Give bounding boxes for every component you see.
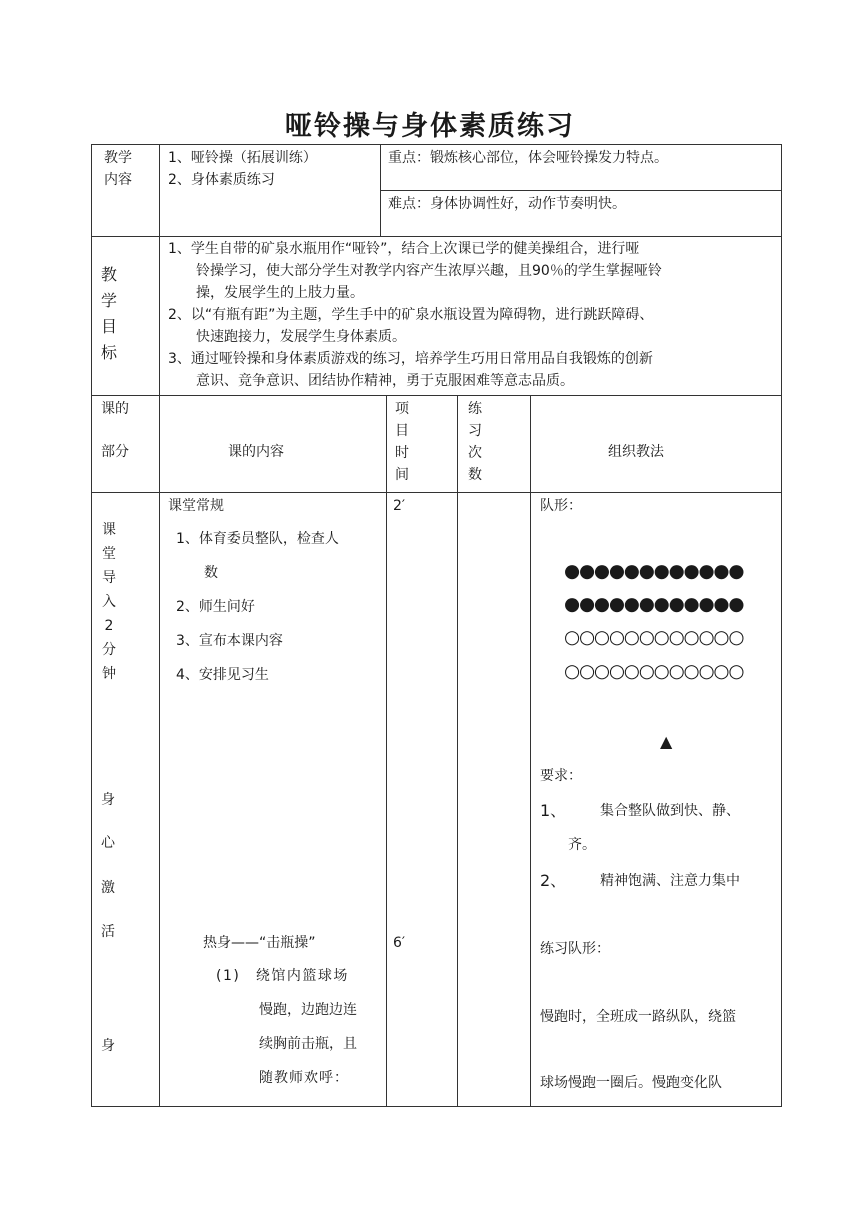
requirement-1-text: 集合整队做到快、静、 — [600, 803, 740, 819]
difficulty: 难点：身体协调性好，动作节奏明快。 — [388, 196, 626, 212]
requirements-label: 要求： — [540, 768, 582, 784]
routine-item-3: 3、宣布本课内容 — [176, 633, 283, 649]
header-content: 课的内容 — [228, 444, 284, 460]
warmup-step-1-line4: 随教师欢呼： — [259, 1070, 349, 1086]
header-method: 组织教法 — [608, 444, 664, 460]
teacher-triangle-icon: ▲ — [660, 732, 673, 751]
goal-line-2: 铃操学习，使大部分学生对教学内容产生浓厚兴趣，且90％的学生掌握哑铃 — [196, 263, 662, 279]
warmup-label-1: 身 — [101, 792, 115, 808]
warmup-step-1-line1: (1) 绕馆内篮球场 — [216, 968, 349, 984]
key-point: 重点：锻炼核心部位，体会哑铃操发力特点。 — [388, 150, 668, 166]
formation-row-hollow-1: ○○○○○○○○○○○○ — [564, 627, 744, 648]
requirement-2-text: 精神饱满、注意力集中 — [600, 873, 740, 889]
practice-formation-label: 练习队形： — [540, 941, 610, 957]
content-item-2: 2、身体素质练习 — [168, 172, 275, 188]
header-part-line1: 课的 — [101, 401, 129, 417]
routine-item-1: 1、体育委员整队，检查人 — [176, 531, 339, 547]
goal-line-1: 1、学生自带的矿泉水瓶用作“哑铃”，结合上次课已学的健美操组合，进行哑 — [168, 241, 640, 257]
formation-row-filled-2: ●●●●●●●●●●●● — [564, 594, 744, 615]
warmup-title: 热身——“击瓶操” — [203, 935, 316, 951]
header-count: 练 习 次 数 — [468, 401, 482, 483]
formation-label: 队形： — [540, 498, 582, 514]
warmup-step-1-line3: 续胸前击瓶，且 — [259, 1036, 357, 1052]
method-line-1: 慢跑时，全班成一路纵队，绕篮 — [540, 1009, 736, 1025]
goal-line-4: 2、以“有瓶有距”为主题，学生手中的矿泉水瓶设置为障碍物，进行跳跃障碍、 — [168, 307, 654, 323]
routine-item-1-cont: 数 — [204, 565, 218, 581]
intro-section-label: 课 堂 导 入 2 分 钟 — [102, 522, 116, 682]
document-title: 哑铃操与身体素质练习 — [285, 111, 575, 142]
content-label-line2: 内容 — [104, 172, 132, 188]
warmup-label-3: 激 — [101, 880, 115, 896]
header-part-line2: 部分 — [101, 444, 129, 460]
warmup-label-2: 心 — [101, 835, 115, 851]
formation-row-hollow-2: ○○○○○○○○○○○○ — [564, 661, 744, 682]
requirement-2-number: 2、 — [540, 871, 567, 890]
warmup-time: 6′ — [393, 935, 406, 951]
goal-line-3: 操，发展学生的上肢力量。 — [196, 285, 364, 301]
warmup-label-5: 身 — [101, 1038, 115, 1054]
formation-row-filled-1: ●●●●●●●●●●●● — [564, 561, 744, 582]
routine-title: 课堂常规 — [168, 498, 224, 514]
goal-line-5: 快速跑接力，发展学生身体素质。 — [196, 329, 406, 345]
method-line-2: 球场慢跑一圈后。慢跑变化队 — [540, 1075, 722, 1091]
warmup-label-4: 活 — [101, 924, 115, 940]
routine-item-2: 2、师生问好 — [176, 599, 255, 615]
goal-line-6: 3、通过哑铃操和身体素质游戏的练习，培养学生巧用日常用品自我锻炼的创新 — [168, 351, 653, 367]
warmup-step-1-line2: 慢跑，边跑边连 — [259, 1002, 357, 1018]
routine-item-4: 4、安排见习生 — [176, 667, 269, 683]
intro-time: 2′ — [393, 498, 406, 514]
goals-label: 教 学 目 标 — [100, 265, 117, 362]
requirement-1-cont: 齐。 — [568, 837, 596, 853]
header-time: 项 目 时 间 — [395, 401, 409, 483]
goal-line-7: 意识、竞争意识、团结协作精神，勇于克服困难等意志品质。 — [196, 373, 574, 389]
content-label-line1: 教学 — [104, 150, 132, 166]
requirement-1-number: 1、 — [540, 801, 567, 820]
content-item-1: 1、哑铃操（拓展训练） — [168, 150, 317, 166]
